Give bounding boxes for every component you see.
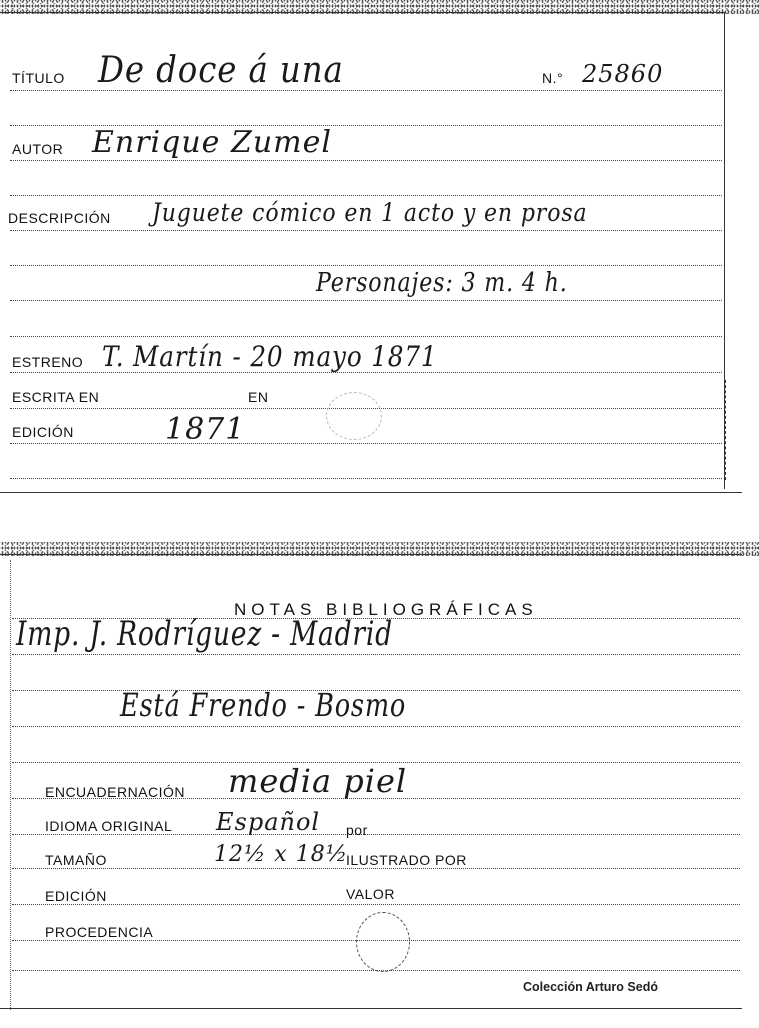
numero-label: N.° [542, 70, 564, 86]
coleccion-footer: Colección Arturo Sedó [523, 980, 658, 994]
tamano-label: TAMAÑO [45, 852, 107, 868]
autor-value: Enrique Zumel [92, 125, 332, 160]
nota-line-1: Imp. J. Rodríguez - Madrid [16, 614, 393, 654]
rule-line [10, 300, 722, 301]
encuadernacion-value: media piel [228, 762, 408, 800]
en-label: EN [248, 389, 269, 405]
edicion-label-top: EDICIÓN [12, 424, 74, 440]
ilustrado-label: ILUSTRADO POR [346, 852, 467, 868]
rule-line [10, 265, 722, 266]
edicion-value-top: 1871 [165, 412, 246, 447]
bottom-card-bottom-edge [0, 1008, 742, 1009]
personajes-value: Personajes: 3 m. 4 h. [316, 268, 568, 298]
rule-line [12, 654, 740, 655]
rule-line [10, 336, 722, 337]
left-margin-mark [10, 560, 11, 1010]
numero-value: 25860 [582, 60, 664, 88]
idioma-value: Español [216, 808, 321, 836]
escrita-label: ESCRITA EN [12, 389, 100, 405]
rule-line [10, 160, 722, 161]
rule-line [10, 230, 722, 231]
descripcion-value: Juguete cómico en 1 acto y en prosa [152, 198, 588, 227]
faded-stamp [326, 392, 382, 440]
rule-line [12, 904, 740, 905]
estreno-label: ESTRENO [12, 354, 84, 370]
nota-line-2: Está Frendo - Bosmo [120, 686, 407, 724]
rule-line [10, 195, 722, 196]
bottom-card-top-edge [0, 554, 742, 555]
idioma-label: IDIOMA ORIGINAL [45, 818, 173, 834]
estreno-value: T. Martín - 20 mayo 1871 [102, 340, 438, 373]
tamano-value: 12½ x 18½ [214, 842, 349, 867]
titulo-value: De doce á una [98, 50, 344, 91]
edicion-label-bottom: EDICIÓN [45, 888, 107, 904]
valor-label: VALOR [346, 886, 395, 902]
titulo-label: TÍTULO [12, 70, 65, 86]
top-card-bottom-edge [0, 492, 742, 493]
rule-line [10, 443, 722, 444]
rule-line [12, 726, 740, 727]
rule-line [10, 478, 722, 479]
procedencia-label: PROCEDENCIA [45, 924, 154, 940]
right-margin-mark [725, 380, 726, 480]
notas-heading: NOTAS BIBLIOGRÁFICAS [234, 600, 538, 619]
autor-label: AUTOR [12, 141, 64, 157]
encuadernacion-label: ENCUADERNACIÓN [45, 784, 186, 800]
ink-stamp [356, 912, 410, 972]
por-label: por [346, 822, 368, 838]
rule-line [12, 834, 740, 835]
rule-line [12, 868, 740, 869]
descripcion-label: DESCRIPCIÓN [8, 210, 111, 226]
